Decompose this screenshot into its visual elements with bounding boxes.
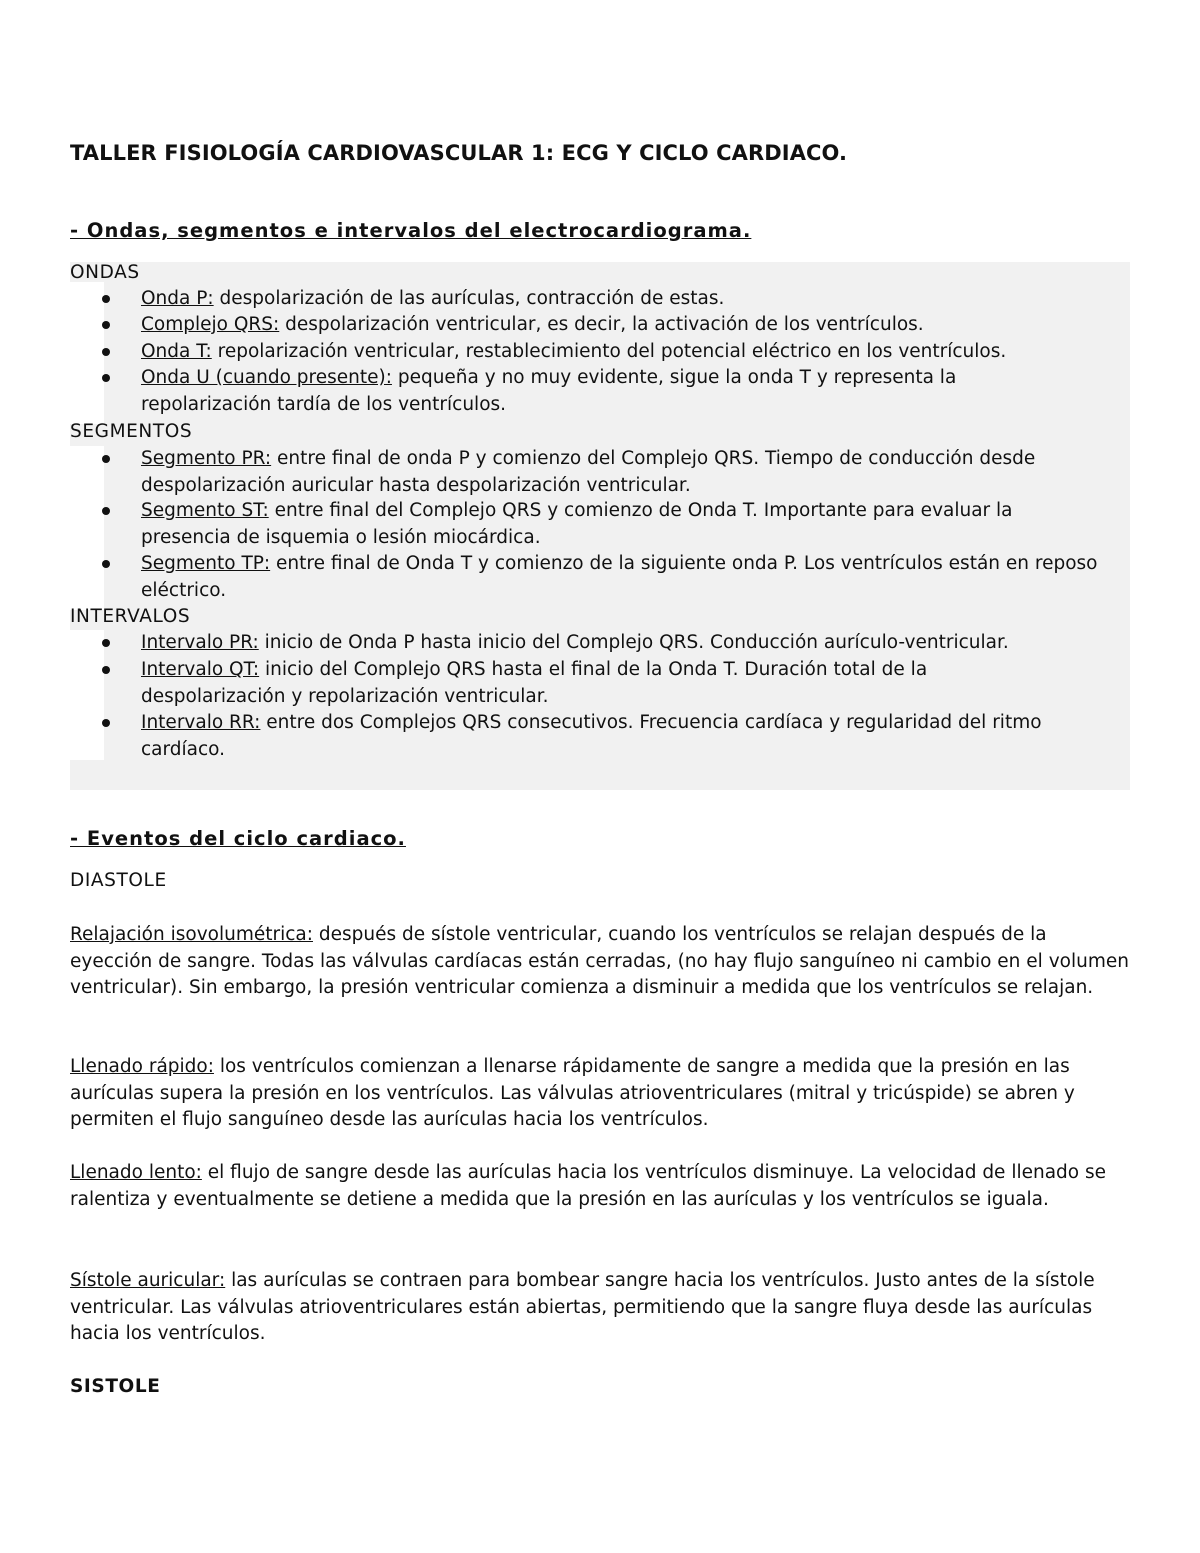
bullet-icon <box>102 507 114 519</box>
section-heading-cycle: - Eventos del ciclo cardiaco. <box>70 827 406 850</box>
term-description: entre dos Complejos QRS consecutivos. Frecuencia cardíaca y regularidad del ritmo cardíaco. <box>141 712 1042 760</box>
term-description: entre final de Onda T y comienzo de la siguiente onda P. Los ventrículos están en reposo eléctrico. <box>141 553 1098 601</box>
term-description: las aurículas se contraen para bombear sangre hacia los ventrículos. Justo antes de la sístole ventricular. Las válvulas atrioventriculares están abiertas, permitiendo que la sangre fluya desde las aurículas hacia los ventrículos. <box>70 1270 1095 1344</box>
paragraph <box>70 1054 1130 1134</box>
bullet-icon <box>102 639 114 651</box>
paragraph <box>70 1268 1130 1348</box>
list-item <box>141 339 1131 366</box>
term-description: inicio del Complejo QRS hasta el final de la Onda T. Duración total de la despolarización y repolarización ventricular. <box>141 659 928 707</box>
term-description: el flujo de sangre desde las aurículas hacia los ventrículos disminuye. La velocidad de llenado se ralentiza y eventualmente se detiene a medida que la presión en las aurículas y los ventrículos se iguala. <box>70 1162 1107 1210</box>
term-label: Onda T: <box>141 341 212 362</box>
document-title: TALLER FISIOLOGÍA CARDIOVASCULAR 1: ECG Y CICLO CARDIACO. <box>70 141 848 165</box>
bullet-icon <box>102 560 114 572</box>
term-label: Segmento TP: <box>141 553 271 574</box>
term-description: despolarización de las aurículas, contracción de estas. <box>213 288 725 309</box>
list-item <box>141 312 1131 339</box>
list-item <box>141 286 1131 313</box>
term-label: Llenado rápido: <box>70 1056 214 1077</box>
bullet-icon <box>102 374 114 386</box>
term-description: pequeña y no muy evidente, sigue la onda T y representa la repolarización tardía de los ventrículos. <box>141 367 957 415</box>
term-label: Intervalo PR: <box>141 632 259 653</box>
list-item <box>141 498 1091 551</box>
term-label: Onda P: <box>141 288 214 309</box>
term-label: Intervalo RR: <box>141 712 261 733</box>
term-label: Segmento ST: <box>141 500 269 521</box>
group-label-intervalos: INTERVALOS <box>70 606 191 627</box>
bullet-icon <box>102 455 114 467</box>
bullet-icon <box>102 666 114 678</box>
term-label: Onda U (cuando presente): <box>141 367 392 388</box>
bullet-icon <box>102 719 114 731</box>
bullet-icon <box>102 321 114 333</box>
term-label: Segmento PR: <box>141 448 272 469</box>
list-item <box>141 630 1131 657</box>
list-item <box>141 657 1041 710</box>
paragraph <box>70 922 1130 1002</box>
term-label: Sístole auricular: <box>70 1270 226 1291</box>
group-label-segmentos: SEGMENTOS <box>70 421 193 442</box>
list-item <box>141 446 1101 499</box>
term-label: Relajación isovolumétrica: <box>70 924 313 945</box>
diastole-label: DIASTOLE <box>70 870 167 891</box>
bullet-icon <box>102 348 114 360</box>
term-description: repolarización ventricular, restablecimiento del potencial eléctrico en los ventrículos. <box>211 341 1007 362</box>
term-description: entre final de onda P y comienzo del Complejo QRS. Tiempo de conducción desde despolarización auricular hasta despolarización ventricular. <box>141 448 1036 496</box>
term-description: entre final del Complejo QRS y comienzo de Onda T. Importante para evaluar la presencia de isquemia o lesión miocárdica. <box>141 500 1013 548</box>
list-item <box>141 710 1121 763</box>
list-item <box>141 365 1021 418</box>
term-description: después de sístole ventricular, cuando los ventrículos se relajan después de la eyección de sangre. Todas las válvulas cardíacas están cerradas, (no hay flujo sanguíneo ni cambio en el volumen ventricular). Sin embargo, la presión ventricular comienza a disminuir a medida que los ventrículos se relajan. <box>70 924 1129 998</box>
shaded-notch <box>70 282 104 424</box>
section-heading-ecg: - Ondas, segmentos e intervalos del electrocardiograma. <box>70 219 752 242</box>
paragraph <box>70 1160 1130 1213</box>
bullet-icon <box>102 295 114 307</box>
list-item <box>141 551 1101 604</box>
term-label: Complejo QRS: <box>141 314 280 335</box>
shaded-notch <box>70 446 104 610</box>
shaded-notch <box>70 630 104 760</box>
term-description: inicio de Onda P hasta inicio del Complejo QRS. Conducción aurículo-ventricular. <box>258 632 1009 653</box>
systole-label: SISTOLE <box>70 1376 161 1397</box>
term-label: Llenado lento: <box>70 1162 202 1183</box>
term-label: Intervalo QT: <box>141 659 260 680</box>
group-label-ondas: ONDAS <box>70 262 140 283</box>
term-description: despolarización ventricular, es decir, la activación de los ventrículos. <box>279 314 924 335</box>
term-description: los ventrículos comienzan a llenarse rápidamente de sangre a medida que la presión en las aurículas supera la presión en los ventrículos. Las válvulas atrioventriculares (mitral y tricúspide) se abren y permiten el flujo sanguíneo desde las aurículas hacia los ventrículos. <box>70 1056 1075 1130</box>
